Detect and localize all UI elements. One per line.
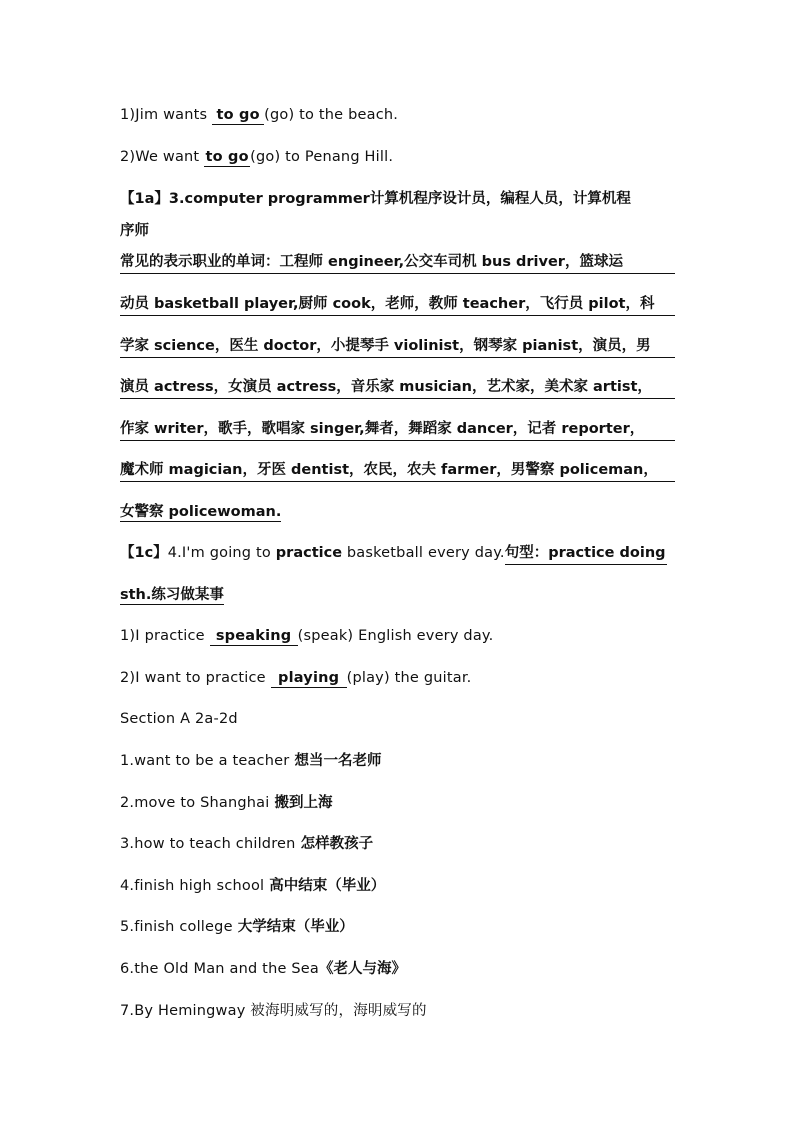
exercise-text: (go) to the beach. — [264, 107, 399, 123]
pattern-note: 句型：practice doing — [505, 543, 667, 565]
phrase-item — [120, 1001, 427, 1021]
section-tag: 【1c】 — [120, 545, 168, 561]
phrase-cn: 搬到上海 — [269, 794, 333, 811]
exercise-line-1 — [120, 105, 398, 125]
exercise-text: (speak) English every day. — [297, 628, 494, 644]
phrase-en: 3.how to teach children — [120, 836, 296, 852]
occupation-line-3: 学家 science，医生 doctor，小提琴手 violinist，钢琴家 pianist，演员，男 — [120, 338, 651, 354]
occupation-line-6: 魔术师 magician，牙医 dentist，农民，农夫 farmer，男警察 policeman， — [120, 462, 658, 478]
underline-rule — [120, 398, 675, 399]
vocab-term: 3.computer programmer — [168, 191, 370, 207]
exercise-text: (play) the guitar. — [346, 670, 472, 686]
keyword: practice — [275, 545, 343, 561]
exercise-text: (go) to Penang Hill. — [250, 149, 394, 165]
exercise-text: 1)Jim wants — [120, 107, 213, 123]
phrase-item — [120, 876, 385, 896]
underline-rule — [120, 315, 675, 316]
underline-rule — [120, 481, 675, 482]
vocab-item-3 — [120, 189, 631, 209]
exercise-line-2 — [120, 147, 393, 167]
exercise-line-3 — [120, 626, 493, 646]
occupation-line-2: 动员 basketball player,厨师 cook，老师，教师 teacher，飞行员 pilot，科 — [120, 296, 655, 312]
answer-blank: to go — [205, 149, 249, 165]
phrase-en: 6.the Old Man and the Sea — [120, 961, 319, 977]
vocab-meaning: 计算机程序设计员，编程人员，计算机程 — [369, 190, 631, 207]
occupation-line-1: 常见的表示职业的单词：工程师 engineer,公交车司机 bus driver，篮球运 — [120, 254, 623, 270]
underline-rule — [120, 440, 675, 441]
answer-blank: speaking — [210, 627, 298, 646]
phrase-item — [120, 959, 406, 979]
pattern-note: sth.练习做某事 — [120, 587, 224, 603]
underline-rule — [120, 357, 675, 358]
occupation-line-7 — [120, 502, 281, 522]
phrase-item — [120, 793, 333, 813]
section-tag: 【1a】 — [120, 191, 169, 207]
underline-rule — [120, 273, 675, 274]
occupation-text: 女警察 policewoman. — [120, 504, 282, 520]
phrase-item — [120, 834, 373, 854]
occupation-line-4: 演员 actress，女演员 actress，音乐家 musician，艺术家，美术家 artist， — [120, 379, 652, 395]
vocab-item-4 — [120, 543, 667, 565]
sentence-text: 4.I'm going to — [167, 545, 276, 561]
phrase-en: 2.move to Shanghai — [120, 795, 270, 811]
exercise-text: 2)I want to practice — [120, 670, 271, 686]
phrase-en: 5.finish college — [120, 919, 233, 935]
phrase-en: 4.finish high school — [120, 878, 265, 894]
phrase-cn: 想当一名老师 — [289, 752, 382, 769]
phrase-item — [120, 751, 381, 771]
section-heading: Section A 2a-2d — [120, 711, 238, 727]
exercise-text: 2)We want — [120, 149, 205, 165]
phrase-en: 1.want to be a teacher — [120, 753, 290, 769]
phrase-cn: 怎样教孩子 — [295, 835, 374, 852]
pattern-cont — [120, 585, 224, 605]
answer-blank: playing — [271, 669, 347, 688]
vocab-meaning-cont: 序师 — [120, 222, 149, 239]
sentence-text: basketball every day. — [342, 545, 505, 561]
exercise-line-4 — [120, 668, 471, 688]
occupation-line-5: 作家 writer，歌手，歌唱家 singer,舞者，舞蹈家 dancer，记者 reporter， — [120, 421, 645, 437]
phrase-cn: 被海明威写的，海明威写的 — [245, 1003, 427, 1019]
phrase-item — [120, 917, 354, 937]
answer-blank: to go — [212, 106, 264, 125]
exercise-text: 1)I practice — [120, 628, 210, 644]
phrase-cn: 高中结束（毕业） — [264, 877, 386, 894]
phrase-cn: 《老人与海》 — [319, 960, 406, 977]
phrase-cn: 大学结束（毕业） — [232, 918, 354, 935]
phrase-en: 7.By Hemingway — [120, 1003, 246, 1019]
